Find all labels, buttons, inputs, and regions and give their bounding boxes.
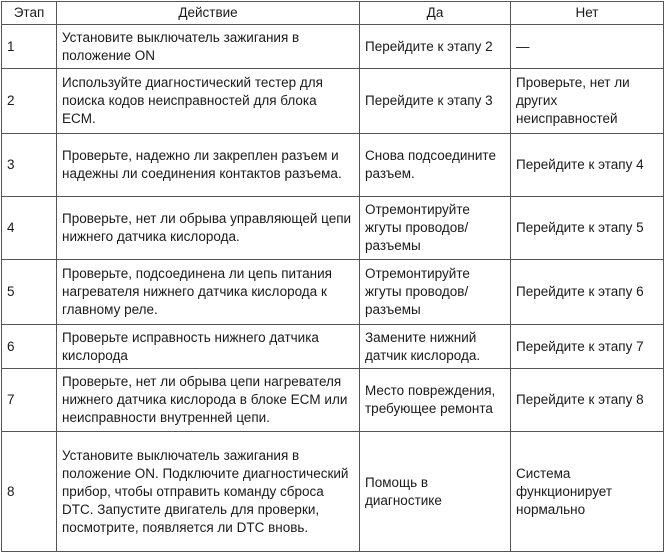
step-cell: 4	[2, 197, 57, 260]
yes-cell: Перейдите к этапу 2	[360, 25, 511, 69]
no-cell: Перейдите к этапу 4	[511, 134, 664, 197]
header-no: Нет	[511, 2, 664, 25]
action-cell: Проверьте, подсоединена ли цепь питания нагревателя нижнего датчика кислорода к главному реле.	[57, 260, 360, 325]
action-cell: Установите выключатель зажигания в положение ON	[57, 25, 360, 69]
action-cell: Проверьте исправность нижнего датчика кислорода	[57, 325, 360, 369]
action-cell: Установите выключатель зажигания в положение ON. Подключите диагностический прибор, чтобы отправить команду сброса DTC. Запустите двигатель для проверки, посмотрите, появляется ли DTC вновь.	[57, 432, 360, 552]
step-cell: 2	[2, 69, 57, 134]
action-cell: Используйте диагностический тестер для поиска кодов неисправностей для блока ECM.	[57, 69, 360, 134]
table-row	[2, 325, 664, 369]
no-cell: Перейдите к этапу 7	[511, 325, 664, 369]
yes-cell: Место повреждения, требующее ремонта	[360, 369, 511, 432]
table-row	[2, 134, 664, 197]
step-cell: 7	[2, 369, 57, 432]
action-cell: Проверьте, нет ли обрыва цепи нагревателя нижнего датчика кислорода в блоке ECM или неисправности внутренней цепи.	[57, 369, 360, 432]
no-cell: Перейдите к этапу 5	[511, 197, 664, 260]
table-row	[2, 369, 664, 432]
table-row	[2, 69, 664, 134]
yes-cell: Перейдите к этапу 3	[360, 69, 511, 134]
header-yes: Да	[360, 2, 511, 25]
yes-cell: Помощь в диагностике	[360, 432, 511, 552]
step-cell: 1	[2, 25, 57, 69]
diagnostic-table	[1, 1, 664, 552]
yes-cell: Замените нижний датчик кислорода.	[360, 325, 511, 369]
header-action: Действие	[57, 2, 360, 25]
header-row	[2, 2, 664, 25]
no-cell: Перейдите к этапу 6	[511, 260, 664, 325]
action-cell: Проверьте, нет ли обрыва управляющей цепи нижнего датчика кислорода.	[57, 197, 360, 260]
yes-cell: Отремонтируйте жгуты проводов/ разъемы	[360, 260, 511, 325]
header-step: Этап	[2, 2, 57, 25]
table-row	[2, 197, 664, 260]
no-cell: Система функционирует нормально	[511, 432, 664, 552]
no-cell: —	[511, 25, 664, 69]
step-cell: 3	[2, 134, 57, 197]
step-cell: 5	[2, 260, 57, 325]
no-cell: Проверьте, нет ли других неисправностей	[511, 69, 664, 134]
step-cell: 8	[2, 432, 57, 552]
yes-cell: Отремонтируйте жгуты проводов/ разъемы	[360, 197, 511, 260]
action-cell: Проверьте, надежно ли закреплен разъем и надежны ли соединения контактов разъема.	[57, 134, 360, 197]
table-row	[2, 260, 664, 325]
yes-cell: Снова подсоедините разъем.	[360, 134, 511, 197]
table-row	[2, 25, 664, 69]
step-cell: 6	[2, 325, 57, 369]
table-row	[2, 432, 664, 552]
no-cell: Перейдите к этапу 8	[511, 369, 664, 432]
